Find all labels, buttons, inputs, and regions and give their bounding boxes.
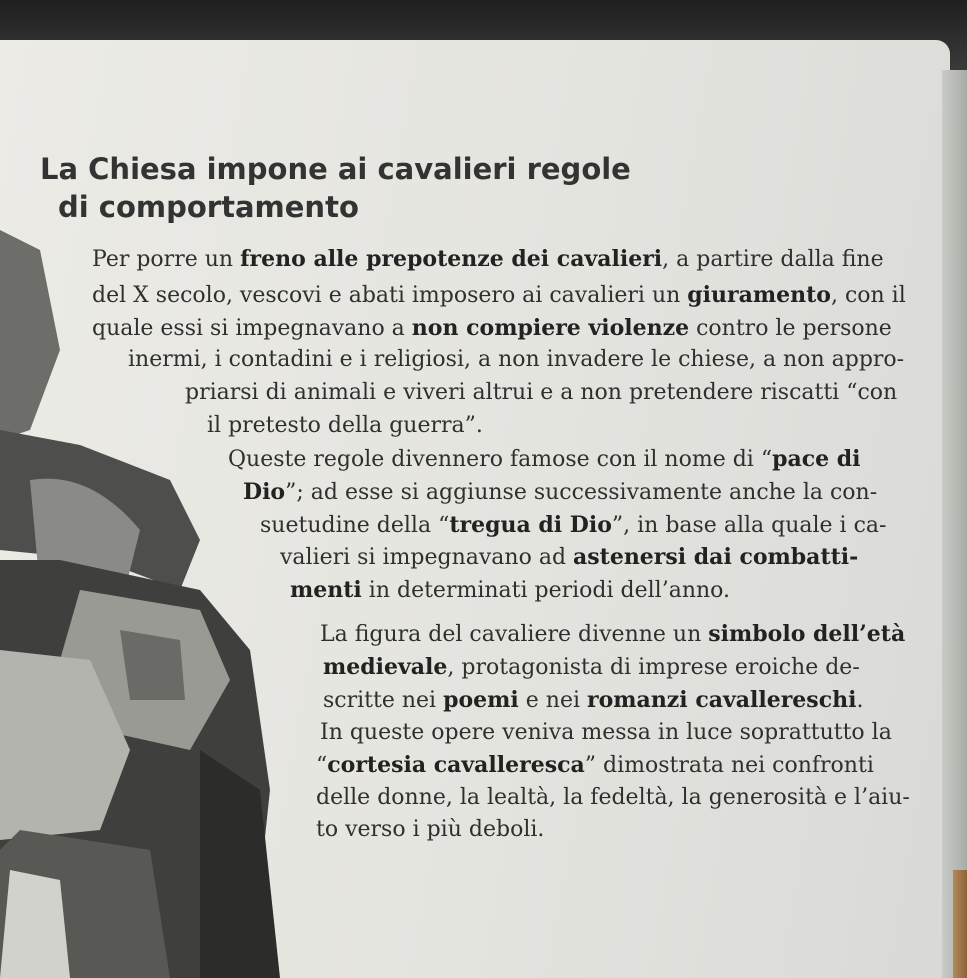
p2-l3-s1: suetudine della “	[260, 513, 450, 538]
p1-l3-s2: non compiere violenze	[411, 315, 690, 341]
text-line	[228, 444, 861, 475]
p3-l2-s2: , protagonista di imprese eroiche de-	[447, 655, 860, 680]
p1-l1-s3: , a partire dalla fine	[662, 247, 884, 272]
p3-l1-s1: La figura del cavaliere divenne un	[320, 622, 709, 647]
p2-l2-s1: Dio	[243, 479, 286, 505]
text-line	[316, 815, 544, 845]
p1-l2-s1: del X secolo, vescovi e abati imposero ai cavalieri un	[92, 283, 688, 308]
p2-l5-s2: in determinati periodi dell’anno.	[361, 578, 731, 603]
p3-l3-s4: romanzi cavallereschi	[587, 687, 857, 713]
p2-l4-s2: astenersi dai combatti-	[573, 544, 859, 570]
p3-l3-s1: scritte nei	[323, 688, 444, 713]
p2-l2-s2: ”; ad esse si aggiunse successivamente anche la con-	[285, 480, 878, 505]
p3-l6-s1: delle donne, la lealtà, la fedeltà, la generosità e l’aiu-	[316, 785, 910, 810]
p1-l2-s2: giuramento	[687, 282, 831, 308]
text-line	[316, 750, 874, 781]
p1-l4-s1: inermi, i contadini e i religiosi, a non invadere le chiese, a non appro-	[128, 347, 905, 372]
p3-l3-s3: e nei	[518, 688, 588, 713]
p2-l4-s1: valieri si impegnavano ad	[280, 545, 574, 570]
text-line	[207, 411, 483, 441]
text-line	[243, 477, 877, 508]
p3-l2-s1: medievale	[323, 654, 448, 680]
text-line	[92, 280, 906, 311]
p3-l1-s2: simbolo dell’età	[708, 621, 906, 647]
p3-l4-s1: In queste opere veniva messa in luce soprattutto la	[320, 720, 892, 745]
page-edge	[942, 70, 967, 978]
text-line	[185, 378, 897, 408]
title-line-1: La Chiesa impone ai cavalieri regole	[40, 152, 631, 186]
text-line	[92, 244, 884, 275]
text-line	[128, 345, 904, 375]
p2-l1-s2: pace di	[772, 446, 861, 472]
p3-l3-s2: poemi	[443, 687, 519, 713]
p3-l7-s1: to verso i più deboli.	[316, 817, 545, 842]
p2-l5-s1: menti	[290, 577, 362, 603]
text-line	[260, 510, 886, 541]
p3-l3-s5: .	[856, 688, 864, 713]
title-line-2: di comportamento	[58, 190, 359, 224]
p2-l3-s2: tregua di Dio	[449, 512, 612, 538]
page-title	[40, 150, 631, 226]
text-line	[323, 652, 860, 683]
p1-l1-s1: Per porre un	[92, 247, 241, 272]
p1-l2-s3: , con il	[830, 283, 906, 308]
p3-l5-s1: “	[316, 753, 328, 778]
p3-l5-s2: cortesia cavalleresca	[327, 752, 585, 778]
text-line	[280, 542, 858, 573]
p1-l1-s2: freno alle prepotenze dei cavalieri	[240, 246, 663, 272]
text-line	[320, 619, 905, 650]
p1-l3-s3: contro le persone	[689, 316, 892, 341]
text-line	[92, 313, 892, 344]
text-line	[320, 718, 892, 748]
p2-l3-s3: ”, in base alla quale i ca-	[611, 513, 887, 538]
p1-l6-s1: il pretesto della guerra”.	[207, 413, 483, 438]
p1-l5-s1: priarsi di animali e viveri altrui e a non pretendere riscatti “con	[185, 380, 898, 405]
p1-l3-s1: quale essi si impegnavano a	[92, 316, 412, 341]
text-line	[290, 575, 730, 606]
pencil	[953, 870, 967, 978]
text-line	[323, 685, 863, 716]
p2-l1-s1: Queste regole divennero famose con il nome di “	[228, 447, 773, 472]
p3-l5-s3: ” dimostrata nei confronti	[584, 753, 874, 778]
text-line	[316, 783, 910, 813]
